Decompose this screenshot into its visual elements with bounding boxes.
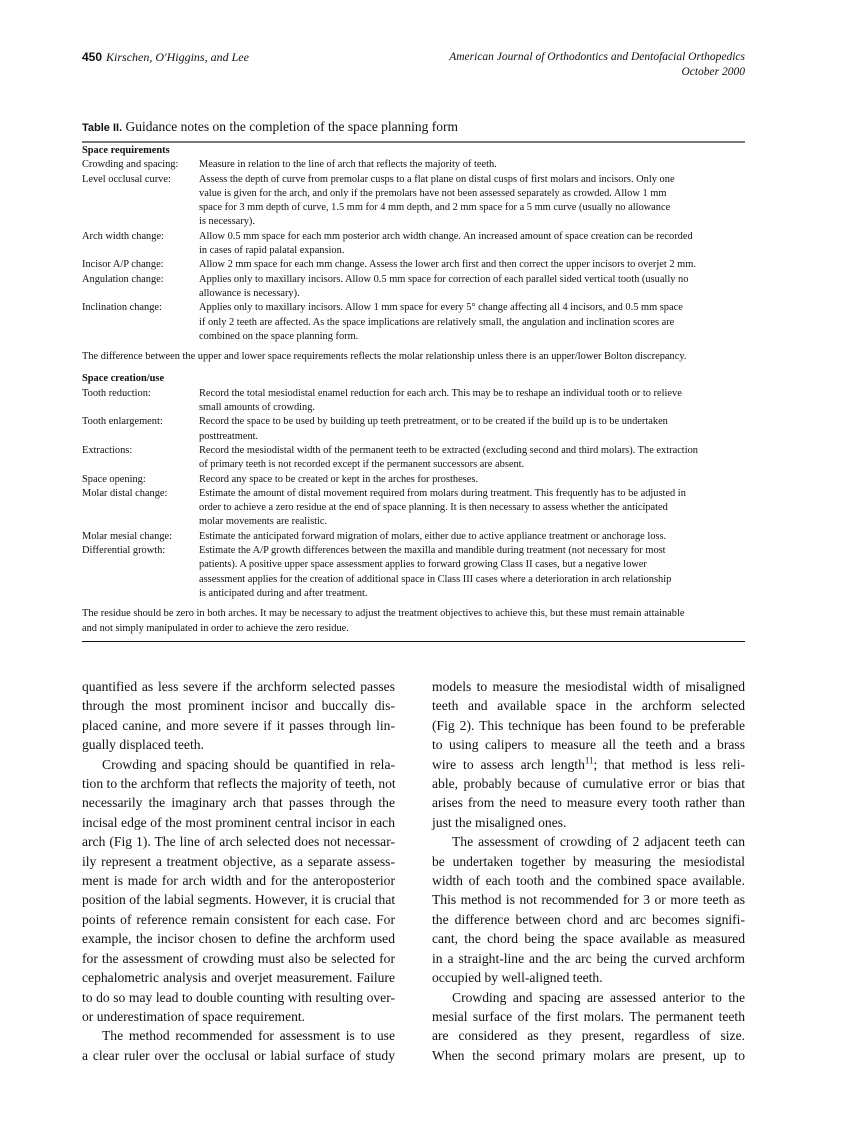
- table-title: Guidance notes on the completion of the space planning form: [122, 119, 459, 134]
- description-line: Estimate the anticipated forward migration of molars, either due to active appliance treatment or anchorage loss.: [199, 530, 667, 542]
- text-segment: ; that method is less reli-: [593, 756, 746, 772]
- description-line: Applies only to maxillary incisors. Allow 1 mm space for every 5° change affecting all 4 incisors, and 0.5 mm space: [199, 302, 683, 314]
- row-label: Differential growth:: [82, 545, 166, 557]
- text-line: mesial surface of the first molars. The permanent teeth: [432, 1008, 745, 1024]
- row-description: [199, 273, 688, 302]
- description-line: Record any space to be created or kept in the arches for prostheses.: [199, 473, 478, 485]
- text-line: tion to the archform that reflects the majority of teeth, not: [82, 776, 396, 792]
- row-description: [199, 530, 666, 544]
- paragraph: [82, 755, 395, 1027]
- text-line: placed canine, and more severe if it passes through lin-: [82, 717, 395, 733]
- description-line: space for 3 mm depth of curve, 1.5 mm for 4 mm depth, and 2 mm space for a 5 mm curve (usually no allowance: [199, 202, 671, 214]
- page-number: 450: [82, 50, 103, 64]
- text-line: arch (Fig 1). The line of arch selected does not necessar-: [82, 834, 395, 850]
- row-description: [199, 415, 668, 444]
- description-line: of primary teeth is not recorded except if the permanent successors are absent.: [199, 459, 525, 471]
- text-line: example, the incisor chosen to define the archform used: [82, 931, 395, 947]
- description-line: Allow 0.5 mm space for each mm posterior arch width change. An increased amount of space creation can be recorded: [199, 230, 693, 242]
- description-line: Record the total mesiodistal enamel reduction for each arch. This may be to reshape an individual tooth or to relieve: [199, 387, 682, 399]
- row-label: Molar distal change:: [82, 487, 168, 499]
- description-line: Applies only to maxillary incisors. Allow 0.5 mm space for correction of each parallel sided vertical tooth (usually no: [199, 273, 689, 285]
- text-line: The method recommended for assessment is to use: [102, 1028, 395, 1044]
- row-description: [199, 158, 497, 172]
- description-line: in cases of rapid palatal expansion.: [199, 245, 345, 257]
- row-description: [199, 258, 696, 272]
- text-segment: wire to assess arch length: [432, 756, 585, 772]
- description-line: Allow 2 mm space for each mm change. Assess the lower arch first and then correct the upper incisors to overjet 2 mm.: [199, 259, 696, 271]
- paragraph: [432, 988, 745, 1066]
- text-line: able, probably because of cumulative error or bias that: [432, 776, 745, 792]
- description-line: patients). A positive upper space assessment applies to forward growing Class II cases, but a negative lower: [199, 559, 647, 571]
- table-bottom-rule: [82, 641, 745, 642]
- table-row: [82, 544, 752, 601]
- text-line: Crowding and spacing are assessed anterior to the: [452, 989, 745, 1005]
- row-label: Angulation change:: [82, 273, 164, 285]
- text-line: cant, the chord being the space available as measured: [432, 931, 745, 947]
- reference-superscript: 11: [584, 755, 594, 766]
- table-row: [82, 530, 752, 544]
- guidance-table: [82, 144, 752, 644]
- text-line: a clear ruler over the occlusal or labial surface of study: [82, 1047, 395, 1063]
- table-top-rule: [82, 141, 745, 143]
- section-note: [82, 350, 752, 364]
- text-line: are considered as they present, regardless of size.: [432, 1028, 745, 1044]
- note-line: and not simply manipulated in order to achieve the zero residue.: [82, 622, 349, 634]
- description-line: Record the mesiodistal width of the permanent teeth to be extracted (excluding second and third molars). The extraction: [199, 444, 698, 456]
- row-description: [199, 301, 683, 344]
- text-line: This method is not recommended for 3 or more teeth as: [432, 892, 745, 908]
- text-line: quantified as less severe if the archform selected passes: [82, 679, 395, 694]
- row-label: Tooth enlargement:: [82, 416, 163, 428]
- text-line: incisal edge of the most prominent central incisor in each: [82, 814, 395, 830]
- text-line: points of reference remain consistent for each case. For: [82, 911, 395, 927]
- row-description: [199, 544, 671, 601]
- note-line: The residue should be zero in both arches. It may be necessary to adjust the treatment objectives to achieve this, but these must remain attainable: [82, 608, 685, 620]
- row-description: [199, 473, 478, 487]
- text-line: arises from the need to measure every tooth rather than: [432, 795, 745, 811]
- table-row: [82, 415, 752, 444]
- table-row: [82, 444, 752, 473]
- text-line: teeth and available space in the archform selected: [432, 698, 745, 714]
- row-description: [199, 230, 693, 259]
- row-description: [199, 173, 675, 230]
- table-row: [82, 387, 752, 416]
- paragraph: [82, 1026, 395, 1065]
- paragraph: [432, 832, 745, 987]
- table-caption: [82, 119, 458, 135]
- body-column-right: [432, 677, 745, 1065]
- row-label: Extractions:: [82, 444, 133, 456]
- description-line: if only 2 teeth are affected. As the space implications are relatively small, the angulation and inclination scores are: [199, 316, 675, 328]
- issue-date: October 2000: [681, 66, 745, 78]
- row-label: Level occlusal curve:: [82, 173, 171, 185]
- text-line: ment is made for arch width and for the anteroposterior: [82, 873, 395, 889]
- row-label: Arch width change:: [82, 230, 164, 242]
- text-line: for the assessment of crowding must also be selected for: [82, 950, 395, 966]
- description-line: combined on the space planning form.: [199, 330, 359, 342]
- text-line: cephalometric analysis and overjet measurement. Failure: [82, 970, 395, 986]
- row-label: Inclination change:: [82, 302, 162, 314]
- text-line: ily represent a treatment objective, as a separate assess-: [82, 853, 395, 869]
- description-line: value is given for the arch, and only if the premolars have not been assessed separately as crowded. Allow 1 mm: [199, 187, 667, 199]
- journal-name: American Journal of Orthodontics and Dentofacial Orthopedics: [449, 51, 745, 63]
- text-line: to using calipers to measure all the teeth and a brass: [432, 737, 745, 753]
- table-row: [82, 487, 752, 530]
- row-description: [199, 487, 686, 530]
- text-line: the difference between chord and arc becomes signifi-: [432, 911, 745, 927]
- description-line: Estimate the A/P growth differences between the maxilla and mandible during treatment (not necessary for most: [199, 545, 666, 557]
- table-row: [82, 258, 752, 272]
- text-line: necessarily the imaginary arch that passes through the: [82, 795, 395, 811]
- table-label: Table II.: [82, 122, 123, 134]
- description-line: posttreatment.: [199, 430, 259, 442]
- text-line: be undertaken together by measuring the mesiodistal: [432, 853, 745, 869]
- description-line: order to achieve a zero residue at the end of space planning. It is then necessary to assess whether the anticipated: [199, 502, 668, 514]
- description-line: Measure in relation to the line of arch that reflects the majority of teeth.: [199, 159, 497, 171]
- text-line: [432, 755, 745, 774]
- description-line: assessment applies for the creation of additional space in Class III cases where a deterioration in arch relationship: [199, 573, 672, 585]
- text-line: occupied by well-aligned teeth.: [432, 970, 603, 986]
- text-line: to do so may lead to double counting with resulting over-: [82, 989, 395, 1005]
- paragraph: [432, 677, 745, 832]
- row-label: Molar mesial change:: [82, 530, 173, 542]
- paragraph: [82, 677, 395, 755]
- row-label: Crowding and spacing:: [82, 159, 179, 171]
- text-line: When the second primary molars are present, up to: [432, 1047, 745, 1063]
- row-description: [199, 387, 682, 416]
- description-line: Estimate the amount of distal movement required from molars during treatment. This frequently has to be adjusted in: [199, 487, 686, 499]
- section-heading: Space creation/use: [82, 373, 165, 385]
- authors: Kirschen, O'Higgins, and Lee: [106, 50, 249, 64]
- section-note: [82, 607, 752, 636]
- text-line: in a straight-line and the arc being the curved archform: [432, 950, 745, 966]
- description-line: Record the space to be used by building up teeth pretreatment, or to be created if the build up is to be undertaken: [199, 416, 668, 428]
- running-header-left: [82, 50, 249, 65]
- row-label: Space opening:: [82, 473, 146, 485]
- description-line: molar movements are realistic.: [199, 516, 328, 528]
- description-line: allowance is necessary).: [199, 287, 300, 299]
- description-line: is anticipated during and after treatment.: [199, 587, 368, 599]
- text-line: gually displaced teeth.: [82, 737, 204, 753]
- row-label: Tooth reduction:: [82, 387, 151, 399]
- text-line: through the most prominent incisor and buccally dis-: [82, 698, 395, 714]
- table-row: [82, 301, 752, 344]
- note-line: The difference between the upper and lower space requirements reflects the molar relationship unless there is an upper/lower Bolton discrepancy.: [82, 351, 687, 363]
- text-line: (Fig 2). This technique has been found to be preferable: [432, 717, 745, 733]
- table-row: [82, 273, 752, 302]
- running-header-right: [449, 50, 745, 80]
- description-line: is necessary).: [199, 216, 255, 228]
- text-line: position of the labial segments. However, it is crucial that: [82, 892, 396, 908]
- text-line: models to measure the mesiodistal width of misaligned: [432, 679, 745, 694]
- table-row: [82, 230, 752, 259]
- row-label: Incisor A/P change:: [82, 259, 164, 271]
- description-line: Assess the depth of curve from premolar cusps to a flat plane on distal cusps of first molars and incisors. Only one: [199, 173, 675, 185]
- table-row: [82, 173, 752, 230]
- text-line: width of each tooth and the combined space available.: [432, 873, 745, 889]
- table-row: [82, 158, 752, 172]
- table-row: [82, 473, 752, 487]
- text-line: The assessment of crowding of 2 adjacent teeth can: [452, 834, 745, 850]
- body-column-left: [82, 677, 395, 1065]
- text-line: just the misaligned ones.: [432, 814, 567, 830]
- description-line: small amounts of crowding.: [199, 402, 316, 414]
- text-line: Crowding and spacing should be quantified in rela-: [102, 756, 395, 772]
- text-line: or underestimation of space requirement.: [82, 1008, 306, 1024]
- section-heading: Space requirements: [82, 145, 170, 156]
- row-description: [199, 444, 698, 473]
